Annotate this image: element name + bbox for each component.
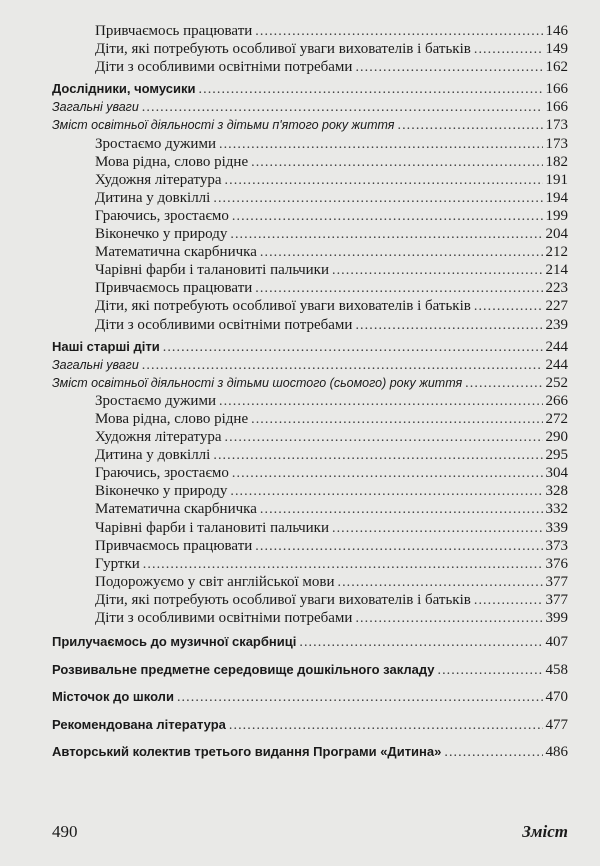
toc-entry-page: 376 — [545, 555, 568, 572]
toc-entry — [52, 298, 568, 316]
toc-entry — [52, 59, 568, 77]
toc-entry — [52, 483, 568, 501]
dot-leader — [219, 137, 543, 153]
dot-leader — [255, 539, 542, 555]
dot-leader — [474, 299, 543, 315]
toc-entry — [52, 23, 568, 41]
toc-entry — [52, 357, 568, 375]
toc-entry-page: 227 — [545, 298, 568, 315]
toc-entry-page: 304 — [545, 465, 568, 482]
dot-leader — [232, 209, 543, 225]
toc-entry-page: 470 — [545, 689, 568, 706]
toc-entry-page: 244 — [545, 356, 568, 373]
toc-entry-title: Рекомендована література — [52, 716, 226, 732]
toc-entry — [52, 99, 568, 117]
dot-leader — [163, 340, 543, 356]
dot-leader — [225, 430, 543, 446]
toc-entry — [52, 634, 568, 658]
toc-entry — [52, 226, 568, 244]
toc-entry — [52, 172, 568, 190]
dot-leader — [474, 42, 543, 58]
dot-leader — [230, 484, 542, 500]
dot-leader — [337, 575, 542, 591]
toc-entry-title: Математична скарбничка — [95, 501, 257, 518]
toc-entry — [52, 393, 568, 411]
dot-leader — [332, 263, 543, 279]
toc-entry-title: Привчаємось працювати — [95, 280, 253, 297]
dot-leader — [230, 227, 542, 243]
toc-entry-title: Зміст освітньої діяльності з дітьми п'ятого року життя — [52, 118, 395, 133]
toc-entry — [52, 280, 568, 298]
toc-entry — [52, 81, 568, 99]
toc-entry-page: 458 — [545, 661, 568, 678]
toc-entry-page: 252 — [545, 374, 568, 391]
toc-entry-page: 204 — [545, 226, 568, 243]
toc-entry-title: Прилучаємось до музичної скарбниці — [52, 634, 297, 650]
dot-leader — [355, 611, 542, 627]
dot-leader — [143, 557, 543, 573]
toc-entry-page: 272 — [545, 410, 568, 427]
toc-entry-title: Зміст освітньої діяльності з дітьми шостого (сьомого) року життя — [52, 375, 463, 390]
dot-leader — [142, 100, 543, 116]
dot-leader — [219, 394, 543, 410]
running-footer-title: Зміст — [522, 822, 568, 841]
toc-entry-title: Дитина у довкіллі — [95, 189, 211, 206]
dot-leader — [213, 191, 542, 207]
toc-entry-page: 223 — [545, 280, 568, 297]
toc-entry-page: 173 — [545, 117, 568, 134]
toc-entry-title: Авторський колектив третього видання Програми «Дитина» — [52, 744, 442, 760]
toc-entry — [52, 662, 568, 686]
toc-entry-page: 149 — [545, 41, 568, 58]
toc-entry — [52, 244, 568, 262]
toc-entry-page: 239 — [545, 316, 568, 333]
dot-leader — [355, 318, 542, 334]
toc-entry-page: 199 — [545, 207, 568, 224]
dot-leader — [260, 502, 543, 518]
toc-entry-page: 477 — [545, 716, 568, 733]
toc-entry-title: Діти з особливими освітніми потребами — [95, 316, 353, 333]
toc-entry-title: Привчаємось працювати — [95, 537, 253, 554]
dot-leader — [397, 118, 542, 134]
toc-entry-title: Гуртки — [95, 555, 140, 572]
toc-entry-title: Математична скарбничка — [95, 244, 257, 261]
toc-entry-page: 214 — [545, 262, 568, 279]
toc-entry-title: Діти, які потребують особливої уваги вихователів і батьків — [95, 41, 471, 58]
dot-leader — [251, 412, 542, 428]
dot-leader — [437, 663, 542, 679]
dot-leader — [474, 593, 543, 609]
toc-entry-title: Загальні уваги — [52, 100, 139, 115]
toc-entry — [52, 556, 568, 574]
dot-leader — [225, 173, 543, 189]
toc-entry-page: 266 — [545, 392, 568, 409]
toc-entry-title: Загальні уваги — [52, 357, 139, 372]
toc-entry-title: Розвивальне предметне середовище дошкільного закладу — [52, 661, 435, 677]
toc-entry — [52, 411, 568, 429]
dot-leader — [465, 376, 542, 392]
toc-entry-title: Дослідники, чомусики — [52, 81, 196, 97]
toc-entry-page: 328 — [545, 483, 568, 500]
dot-leader — [232, 466, 543, 482]
toc-entry-page: 244 — [545, 338, 568, 355]
toc-entry-title: Граючись, зростаємо — [95, 465, 229, 482]
toc-entry — [52, 717, 568, 741]
toc-entry — [52, 610, 568, 628]
toc-entry-page: 212 — [545, 244, 568, 261]
dot-leader — [332, 521, 543, 537]
dot-leader — [299, 635, 542, 651]
dot-leader — [251, 155, 542, 171]
dot-leader — [229, 718, 543, 734]
toc-entry-title: Віконечко у природу — [95, 483, 228, 500]
toc-entry — [52, 447, 568, 465]
dot-leader — [260, 245, 543, 261]
toc-entry-title: Художня література — [95, 171, 222, 188]
toc-entry-page: 407 — [545, 634, 568, 651]
toc-entry-title: Зростаємо дужими — [95, 392, 216, 409]
toc-entry-title: Художня література — [95, 429, 222, 446]
toc-entry — [52, 117, 568, 135]
toc-entry — [52, 429, 568, 447]
toc-entry-title: Місточок до школи — [52, 689, 174, 705]
table-of-contents — [52, 23, 568, 768]
toc-entry — [52, 465, 568, 483]
dot-leader — [199, 82, 543, 98]
toc-entry-title: Діти з особливими освітніми потребами — [95, 59, 353, 76]
toc-entry-title: Віконечко у природу — [95, 226, 228, 243]
toc-entry-title: Мова рідна, слово рідне — [95, 153, 249, 170]
toc-entry — [52, 574, 568, 592]
toc-entry — [52, 41, 568, 59]
toc-entry — [52, 744, 568, 768]
toc-entry-page: 166 — [545, 81, 568, 98]
toc-entry-page: 377 — [545, 591, 568, 608]
toc-entry — [52, 190, 568, 208]
toc-entry-title: Наші старші діти — [52, 338, 160, 354]
toc-entry-title: Граючись, зростаємо — [95, 207, 229, 224]
toc-entry-title: Зростаємо дужими — [95, 135, 216, 152]
dot-leader — [255, 24, 542, 40]
toc-entry-title: Дитина у довкіллі — [95, 447, 211, 464]
toc-entry-page: 377 — [545, 573, 568, 590]
toc-entry-page: 373 — [545, 537, 568, 554]
toc-entry — [52, 375, 568, 393]
dot-leader — [177, 690, 543, 706]
toc-entry-page: 295 — [545, 447, 568, 464]
toc-entry — [52, 136, 568, 154]
dot-leader — [444, 745, 542, 761]
toc-entry-title: Мова рідна, слово рідне — [95, 410, 249, 427]
dot-leader — [355, 60, 542, 76]
toc-entry-page: 486 — [545, 744, 568, 761]
toc-entry-page: 191 — [545, 171, 568, 188]
toc-entry-title: Діти з особливими освітніми потребами — [95, 610, 353, 626]
toc-entry-page: 399 — [545, 610, 568, 626]
toc-entry-page: 173 — [545, 135, 568, 152]
toc-entry-title: Привчаємось працювати — [95, 23, 253, 39]
toc-entry — [52, 520, 568, 538]
toc-entry-page: 194 — [545, 189, 568, 206]
page-number: 490 — [52, 822, 78, 841]
toc-entry-page: 146 — [545, 23, 568, 39]
dot-leader — [213, 448, 542, 464]
toc-entry — [52, 339, 568, 357]
toc-entry-title: Діти, які потребують особливої уваги вихователів і батьків — [95, 298, 471, 315]
toc-entry — [52, 154, 568, 172]
toc-entry-page: 339 — [545, 519, 568, 536]
toc-entry-page: 290 — [545, 429, 568, 446]
toc-entry — [52, 501, 568, 519]
toc-entry — [52, 262, 568, 280]
toc-entry-page: 162 — [545, 59, 568, 76]
toc-entry-title: Чарівні фарби і талановиті пальчики — [95, 519, 329, 536]
toc-entry-title: Чарівні фарби і талановиті пальчики — [95, 262, 329, 279]
toc-entry-title: Діти, які потребують особливої уваги вихователів і батьків — [95, 591, 471, 608]
toc-entry — [52, 538, 568, 556]
toc-entry — [52, 208, 568, 226]
toc-entry — [52, 689, 568, 713]
toc-entry-page: 332 — [545, 501, 568, 518]
toc-entry — [52, 317, 568, 335]
dot-leader — [142, 358, 543, 374]
toc-entry-page: 182 — [545, 153, 568, 170]
toc-entry-title: Подорожуємо у світ англійської мови — [95, 573, 335, 590]
dot-leader — [255, 281, 542, 297]
toc-entry-page: 166 — [545, 99, 568, 116]
toc-entry — [52, 592, 568, 610]
